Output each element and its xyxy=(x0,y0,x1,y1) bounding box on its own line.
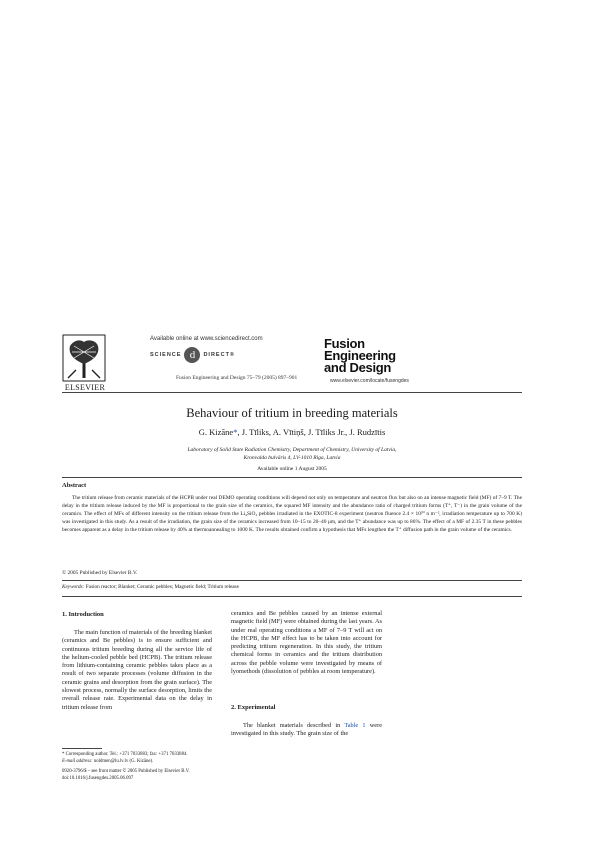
experimental-paragraph xyxy=(231,722,382,739)
author-list xyxy=(62,427,522,437)
introduction-text xyxy=(62,629,212,712)
affiliation-line: Kronvalda bulvāris 4, LV-1010 Riga, Latvia xyxy=(243,454,341,461)
abstract-heading: Abstract xyxy=(62,482,87,489)
journal-logo-line: and Design xyxy=(324,360,392,375)
body-top-rule xyxy=(62,596,522,597)
issn-block xyxy=(62,769,262,782)
sd-brand-right: DIRECT® xyxy=(203,352,235,358)
issn-line: 0920-3796/$ – see front matter © 2005 Published by Elsevier B.V. xyxy=(62,769,190,774)
footnote-rule xyxy=(62,748,102,749)
sd-brand-left: SCIENCE xyxy=(150,352,182,358)
experimental-text xyxy=(231,722,382,739)
introduction-paragraph: The main function of materials of the breeding blanket (ceramics and Be pebbles) is to ensure sufficient and continuous tritium breeding during all the service life of the helium-cooled pebble bed (HCPB). The tritium release from lithium-containing ceramic pebbles takes place as a result of two separate processes (volume diffusion in the ceramic grains and desorption from the grain surface). The slowest process, normally the surface desorption, limits the overall release rate. Experimental data on the delay in tritium release from xyxy=(62,629,212,711)
header-rule xyxy=(62,392,522,393)
footnote-email-line xyxy=(62,759,212,766)
availability-line[interactable]: Available online at www.sciencedirect.com xyxy=(150,336,263,342)
abstract-text: The tritium release from ceramic materials of the HCPB under real DEMO operating conditions will depend not only on temperature and neutron flux but also on an intense magnetic field (MF) of 7–9 T. The delay in the tritium release induced by the MF is proportional to the grain size of the ceramics, the squared MF intensity and the abundance ratio of charged tritium forms (T⁺, T⁻) in the grain volume of the ceramics. The effect of MFs of different intensity on the tritium release from the Li₄SiO₄ pebbles irradiated in the EXOTIC-8 experiment (neutron fluence 2.4 × 10²⁰ n m⁻², irradiation temperature up to 700 K) was investigated in this study. As a result of the irradiation, the grain size of the ceramics increased from 10–15 to 20–40 μm, and the T⁺ abundance was up to 86%. The effect of a MF of 2.35 T in these pebbles becomes apparent as a delay in the tritium release by 40% at thermoannealing to 1000 K. The results obtained confirm a hypothesis that MFs lengthen the T⁺ diffusion path in the grain volume of the ceramics. xyxy=(62,495,522,534)
corresponding-author-mark[interactable]: * xyxy=(233,427,238,437)
experimental-heading: 2. Experimental xyxy=(231,704,276,711)
doi-line[interactable]: doi:10.1016/j.fusengdes.2005.06.097 xyxy=(62,775,134,781)
copyright-line: © 2005 Published by Elsevier B.V. xyxy=(62,570,138,576)
sd-logo-mark: d xyxy=(184,347,200,363)
elsevier-wordmark: ELSEVIER xyxy=(64,383,106,392)
email-label: E-mail address: xyxy=(62,758,93,764)
keywords-list: Fusion reactor; Blanket; Ceramic pebbles; Magnetic field; Tritium release xyxy=(84,584,239,590)
affiliation-line: Laboratory of Solid State Radiation Chemistry, Department of Chemistry, University of Latvia, xyxy=(187,447,397,453)
journal-logo-line: Fusion xyxy=(324,336,365,351)
journal-logo xyxy=(324,338,414,374)
author-first: G. Kizāne xyxy=(198,427,234,437)
table-1-link[interactable]: Table 1 xyxy=(344,722,366,729)
keywords xyxy=(62,584,522,590)
available-online-date: Available online 1 August 2005 xyxy=(257,466,327,472)
journal-citation: Fusion Engineering and Design 75–79 (2005) 897–901 xyxy=(176,375,298,381)
email-address[interactable]: noldmen@lu.lv.lv (G. Kizāne). xyxy=(92,758,154,764)
right-column-paragraph: ceramics and Be pebbles caused by an intense external magnetic field (MF) were obtained during the last years. As under real operating conditions a MF of 7–9 T will act on the HCPB, the MF effect has to be taken into account for predicting tritium regeneration. In this study, the tritium chemical forms in ceramics and the tritium distribution across the pebble volume were investigated by means of lyomethods (dissolution of pebbles at room temperature). xyxy=(231,610,382,676)
exp-text-after: were investigated in this study. The grain size of the xyxy=(231,722,382,738)
keywords-rule xyxy=(62,580,522,581)
keywords-label: Keywords: xyxy=(62,584,85,590)
journal-url[interactable]: www.elsevier.com/locate/fusengdes xyxy=(330,378,409,384)
introduction-heading: 1. Introduction xyxy=(62,611,104,618)
elsevier-tree-logo xyxy=(62,334,106,382)
footnote-contact: * Corresponding author. Tel.: +371 7033883; fax: +371 7033884. xyxy=(62,752,188,757)
affiliation xyxy=(62,447,522,462)
exp-text-before: The blanket materials described in xyxy=(243,722,345,729)
article-title: Behaviour of tritium in breeding materials xyxy=(186,406,398,420)
corresponding-footnote xyxy=(62,752,212,765)
abstract-top-rule xyxy=(62,477,522,478)
right-column-text xyxy=(231,610,382,676)
journal-logo-line: Engineering xyxy=(324,348,396,363)
authors-rest: , J. Tīliks, A. Vītiņš, J. Tīliks Jr., J. Rudzītis xyxy=(237,427,386,437)
